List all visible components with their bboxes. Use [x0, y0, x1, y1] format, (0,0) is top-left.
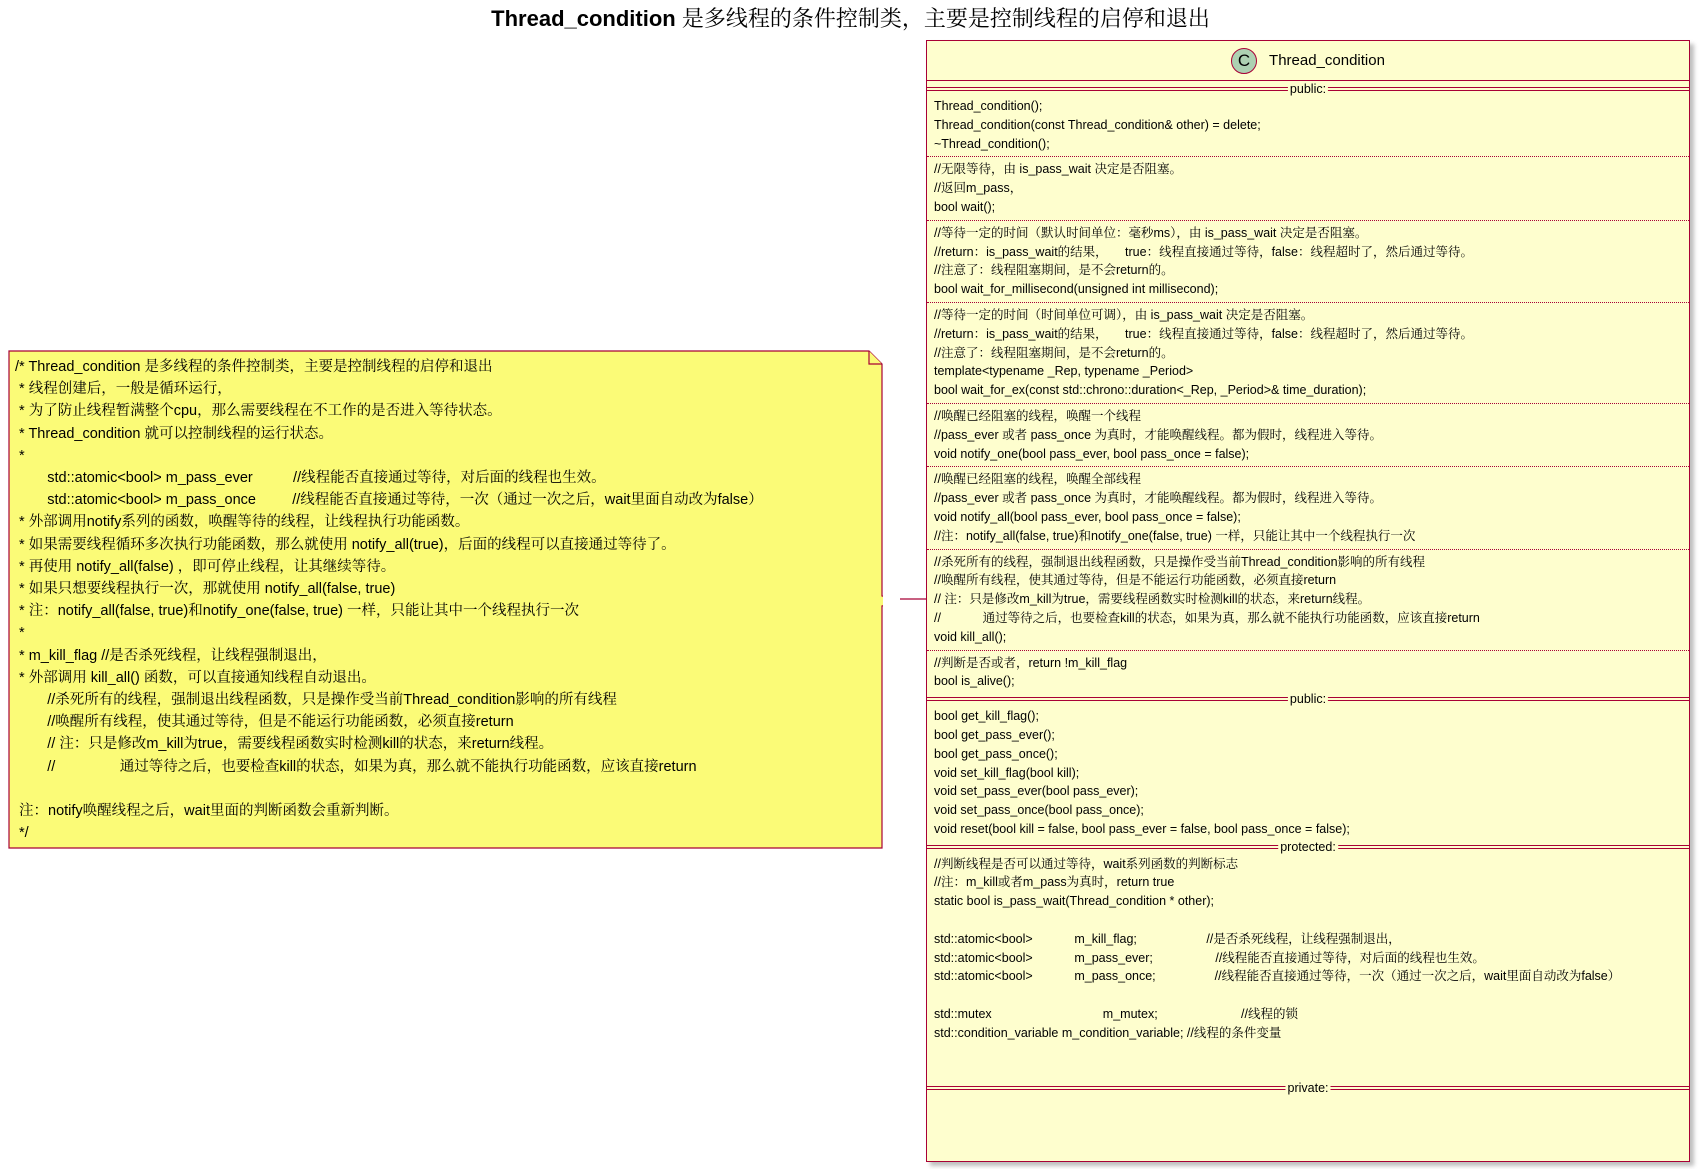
note-line: * 外部调用 kill_all() 函数，可以直接通知线程自动退出。: [15, 669, 376, 686]
note-box: [8, 350, 883, 849]
member-group: [927, 707, 1689, 839]
class-member-line: void notify_one(bool pass_ever, bool pass_once = false);: [934, 446, 1250, 461]
class-member-line: bool wait();: [934, 199, 996, 214]
visibility-separator: [927, 1080, 1689, 1096]
member-group: [927, 306, 1689, 400]
note-line: [15, 778, 863, 800]
member-group-divider: [927, 302, 1689, 303]
class-member-line: Thread_condition();: [934, 99, 1043, 113]
title-class-name: Thread_condition: [491, 6, 676, 31]
class-member-line: Thread_condition(const Thread_condition& other) = delete;: [934, 117, 1261, 132]
class-stereotype-icon: C: [1231, 48, 1257, 74]
note-line: std::atomic<bool> m_pass_once //线程能否直接通过等待，一次（通过一次之后，wait里面自动改为false）: [15, 492, 763, 509]
member-group-divider: [927, 220, 1689, 221]
class-member-line: [934, 1061, 1682, 1080]
member-group-divider: [927, 549, 1689, 550]
visibility-separator: [927, 81, 1689, 97]
class-member-line: //等待一定的时间（时间单位可调），由 is_pass_wait 决定是否阻塞。: [934, 307, 1314, 322]
note-line: //唤醒所有线程，使其通过等待，但是不能运行功能函数，必须直接return: [15, 714, 514, 731]
class-member-line: bool get_pass_ever();: [934, 727, 1055, 742]
class-member-line: //唤醒已经阻塞的线程，唤醒一个线程: [934, 408, 1141, 423]
visibility-label: public:: [1289, 82, 1327, 96]
class-member-line: //pass_ever 或者 pass_once 为真时，才能唤醒线程。都为假时，线程进入等待。: [934, 491, 1382, 506]
visibility-label: private:: [1287, 1081, 1329, 1096]
class-member-line: [934, 1043, 1682, 1062]
note-line: *: [15, 447, 25, 464]
member-group: [927, 553, 1689, 647]
class-name: Thread_condition: [1269, 52, 1385, 69]
class-member-line: static bool is_pass_wait(Thread_condition * other);: [934, 894, 1215, 909]
class-member-line: //注：notify_all(false, true)和notify_one(false, true) 一样，只能让其中一个线程执行一次: [934, 528, 1416, 543]
note-line: * m_kill_flag //是否杀死线程，让线程强制退出，: [15, 647, 327, 664]
class-member-line: [934, 986, 1682, 1005]
title-description: 是多线程的条件控制类，主要是控制线程的启停和退出: [675, 6, 1210, 31]
member-group: [927, 160, 1689, 216]
class-member-line: std::atomic<bool> m_kill_flag; //是否杀死线程，让线程强制退出，: [934, 931, 1401, 946]
member-group-divider: [927, 156, 1689, 157]
member-group: [927, 224, 1689, 299]
class-member-line: void set_pass_once(bool pass_once);: [934, 803, 1144, 818]
class-member-line: std::mutex m_mutex; //线程的锁: [934, 1007, 1298, 1022]
class-member-line: //pass_ever 或者 pass_once 为真时，才能唤醒线程。都为假时，线程进入等待。: [934, 427, 1382, 442]
member-group-divider: [927, 466, 1689, 467]
class-member-line: std::atomic<bool> m_pass_ever; //线程能否直接通过等待，对后面的线程也生效。: [934, 950, 1485, 965]
member-group: [927, 470, 1689, 545]
class-member-line: std::condition_variable m_condition_variable; //线程的条件变量: [934, 1025, 1282, 1040]
class-member-line: // 通过等待之后，也要检查kill的状态，如果为真，那么就不能执行功能函数，应该直接return: [934, 610, 1480, 625]
member-group: [927, 1096, 1689, 1115]
class-member-line: //return：is_pass_wait的结果， true：线程直接通过等待，false：线程超时了，然后通过等待。: [934, 244, 1473, 259]
member-group-divider: [927, 650, 1689, 651]
member-group: [927, 407, 1689, 463]
note-line: std::atomic<bool> m_pass_ever //线程能否直接通过等待，对后面的线程也生效。: [15, 470, 606, 487]
visibility-separator: [927, 691, 1689, 707]
class-member-line: //判断是否或者，return !m_kill_flag: [934, 655, 1128, 670]
class-member-line: void reset(bool kill = false, bool pass_ever = false, bool pass_once = false);: [934, 821, 1350, 836]
note-line: * 再使用 notify_all(false) ，即可停止线程，让其继续等待。: [15, 558, 396, 575]
class-member-line: bool wait_for_millisecond(unsigned int millisecond);: [934, 282, 1219, 297]
class-member-line: void set_pass_ever(bool pass_ever);: [934, 784, 1139, 799]
note-line: * 如果只想要线程执行一次，那就使用 notify_all(false, true): [15, 581, 396, 598]
visibility-separator: [927, 839, 1689, 855]
note-text: [15, 356, 863, 844]
member-group-divider: [927, 403, 1689, 404]
class-body: [927, 81, 1689, 1115]
class-member-line: bool wait_for_ex(const std::chrono::duration<_Rep, _Period>& time_duration);: [934, 383, 1367, 398]
member-group: [927, 855, 1689, 1081]
note-line: //杀死所有的线程，强制退出线程函数，只是操作受当前Thread_condition影响的所有线程: [15, 692, 617, 709]
note-line: */: [15, 825, 29, 842]
note-line: 注：notify唤醒线程之后，wait里面的判断函数会重新判断。: [15, 803, 399, 820]
class-member-line: //等待一定的时间（默认时间单位：毫秒ms），由 is_pass_wait 决定是否阻塞。: [934, 225, 1368, 240]
member-group: [927, 654, 1689, 692]
class-member-line: //唤醒已经阻塞的线程，唤醒全部线程: [934, 472, 1141, 487]
note-line: // 注：只是修改m_kill为true，需要线程函数实时检测kill的状态，来return线程。: [15, 736, 554, 753]
visibility-label: public:: [1289, 692, 1327, 707]
class-member-line: [934, 911, 1682, 930]
class-member-line: void notify_all(bool pass_ever, bool pass_once = false);: [934, 509, 1241, 524]
class-member-line: //杀死所有的线程，强制退出线程函数，只是操作受当前Thread_condition影响的所有线程: [934, 554, 1426, 569]
class-member-line: //唤醒所有线程，使其通过等待，但是不能运行功能函数，必须直接return: [934, 573, 1337, 588]
class-member-line: //无限等待，由 is_pass_wait 决定是否阻塞。: [934, 162, 1182, 177]
member-group: [927, 97, 1689, 153]
note-line: /* Thread_condition 是多线程的条件控制类，主要是控制线程的启停和退出: [15, 359, 493, 375]
note-line: * 如果需要线程循环多次执行功能函数，那么就使用 notify_all(true)，后面的线程可以直接通过等待了。: [15, 536, 676, 553]
note-line: // 通过等待之后，也要检查kill的状态，如果为真，那么就不能执行功能函数，应该直接return: [15, 758, 697, 775]
class-member-line: //注意了：线程阻塞期间，是不会return的。: [934, 263, 1174, 278]
class-member-line: // 注：只是修改m_kill为true，需要线程函数实时检测kill的状态，来return线程。: [934, 592, 1371, 607]
class-member-line: ~Thread_condition();: [934, 136, 1050, 151]
note-line: * 线程创建后，一般是循环运行，: [15, 381, 232, 398]
diagram-title: [0, 4, 1701, 34]
note-line: * 注：notify_all(false, true)和notify_one(false, true) 一样，只能让其中一个线程执行一次: [15, 603, 580, 620]
class-member-line: //返回m_pass，: [934, 181, 1023, 196]
note-line: *: [15, 625, 25, 642]
class-member-line: bool get_kill_flag();: [934, 709, 1039, 724]
class-member-line: void set_kill_flag(bool kill);: [934, 765, 1080, 780]
class-member-line: template<typename _Rep, typename _Period>: [934, 364, 1194, 379]
class-member-line: [934, 1096, 1682, 1115]
class-member-line: //注意了：线程阻塞期间，是不会return的。: [934, 345, 1174, 360]
class-header: [927, 41, 1689, 81]
class-member-line: std::atomic<bool> m_pass_once; //线程能否直接通过等待，一次（通过一次之后，wait里面自动改为false）: [934, 969, 1621, 984]
note-line: * 外部调用notify系列的函数，唤醒等待的线程，让线程执行功能函数。: [15, 514, 470, 531]
class-member-line: //注：m_kill或者m_pass为真时，return true: [934, 875, 1175, 890]
class-member-line: //判断线程是否可以通过等待，wait系列函数的判断标志: [934, 856, 1239, 871]
class-member-line: bool get_pass_once();: [934, 746, 1058, 761]
class-box-thread-condition: [926, 40, 1690, 1162]
class-member-line: void kill_all();: [934, 629, 1007, 644]
note-line: * 为了防止线程暂满整个cpu，那么需要线程在不工作的是否进入等待状态。: [15, 403, 502, 420]
class-member-line: bool is_alive();: [934, 674, 1015, 689]
note-line: * Thread_condition 就可以控制线程的运行状态。: [15, 425, 334, 442]
class-member-line: //return：is_pass_wait的结果， true：线程直接通过等待，false：线程超时了，然后通过等待。: [934, 326, 1473, 341]
visibility-label: protected:: [1280, 839, 1336, 854]
